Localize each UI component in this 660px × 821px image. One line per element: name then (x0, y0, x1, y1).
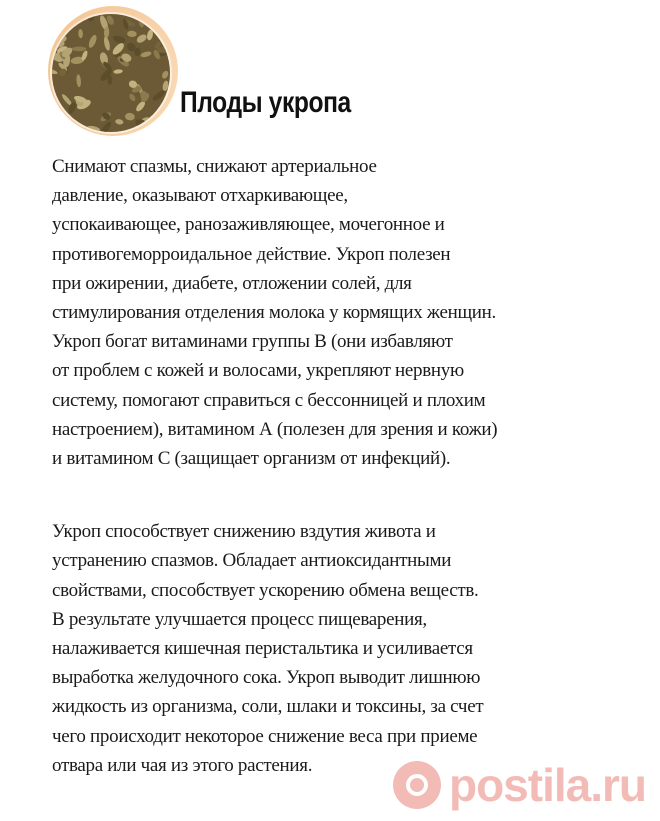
seed-shape (159, 14, 170, 17)
text-line: давление, оказывают отхаркивающее, (52, 185, 348, 207)
text-line: свойствами, способствует ускорению обмена веществ. (52, 579, 479, 601)
text-line: жидкость из организма, соли, шлаки и токсины, за счет (52, 696, 484, 718)
text-line: систему, помогают справиться с бессонницей и плохим (52, 389, 486, 411)
header (0, 0, 660, 150)
text-line: Снимают спазмы, снижают артериальное (52, 156, 377, 177)
text-line: чего происходит некоторое снижение веса при приеме (52, 725, 478, 747)
seed-shape (72, 47, 86, 52)
paragraph-2 (52, 517, 642, 780)
text-line: успокаивающее, ранозаживляющее, мочегонное и (52, 214, 445, 236)
text-line: от проблем с кожей и волосами, укрепляют нервную (52, 360, 464, 382)
article-body (52, 152, 642, 780)
text-line: налаживается кишечная перистальтика и усиливается (52, 638, 473, 660)
paragraph-gap (52, 473, 642, 517)
seed-shape (161, 114, 170, 125)
text-line: устранению спазмов. Обладает антиоксидантными (52, 550, 452, 572)
postila-logo-icon (393, 761, 441, 809)
watermark (393, 757, 646, 813)
dill-seeds-photo (52, 14, 170, 132)
text-line: выработка желудочного сока. Укроп выводит лишнюю (52, 667, 481, 689)
watermark-text: postila.ru (448, 759, 646, 811)
seed-shape (52, 126, 59, 132)
text-line: и витамином С (защищает организм от инфекций). (52, 448, 451, 470)
text-line: Укроп богат витаминами группы В (они избавляют (52, 331, 453, 353)
paragraph-1 (52, 152, 642, 473)
seed-shape (55, 14, 69, 22)
text-line: противогеморроидальное действие. Укроп полезен (52, 243, 451, 265)
text-line: Укроп способствует снижению вздутия живота и (52, 521, 436, 543)
text-line: при ожирении, диабете, отложении солей, для (52, 272, 412, 294)
text-line: В результате улучшается процесс пищеварения, (52, 608, 427, 630)
page-title: Плоды укропа (180, 86, 351, 119)
seed-shape (55, 117, 68, 129)
text-line: отвара или чая из этого растения. (52, 754, 313, 776)
text-line: настроением), витамином А (полезен для зрения и кожи) (52, 418, 498, 440)
text-line: стимулирования отделения молока у кормящих женщин. (52, 302, 496, 324)
